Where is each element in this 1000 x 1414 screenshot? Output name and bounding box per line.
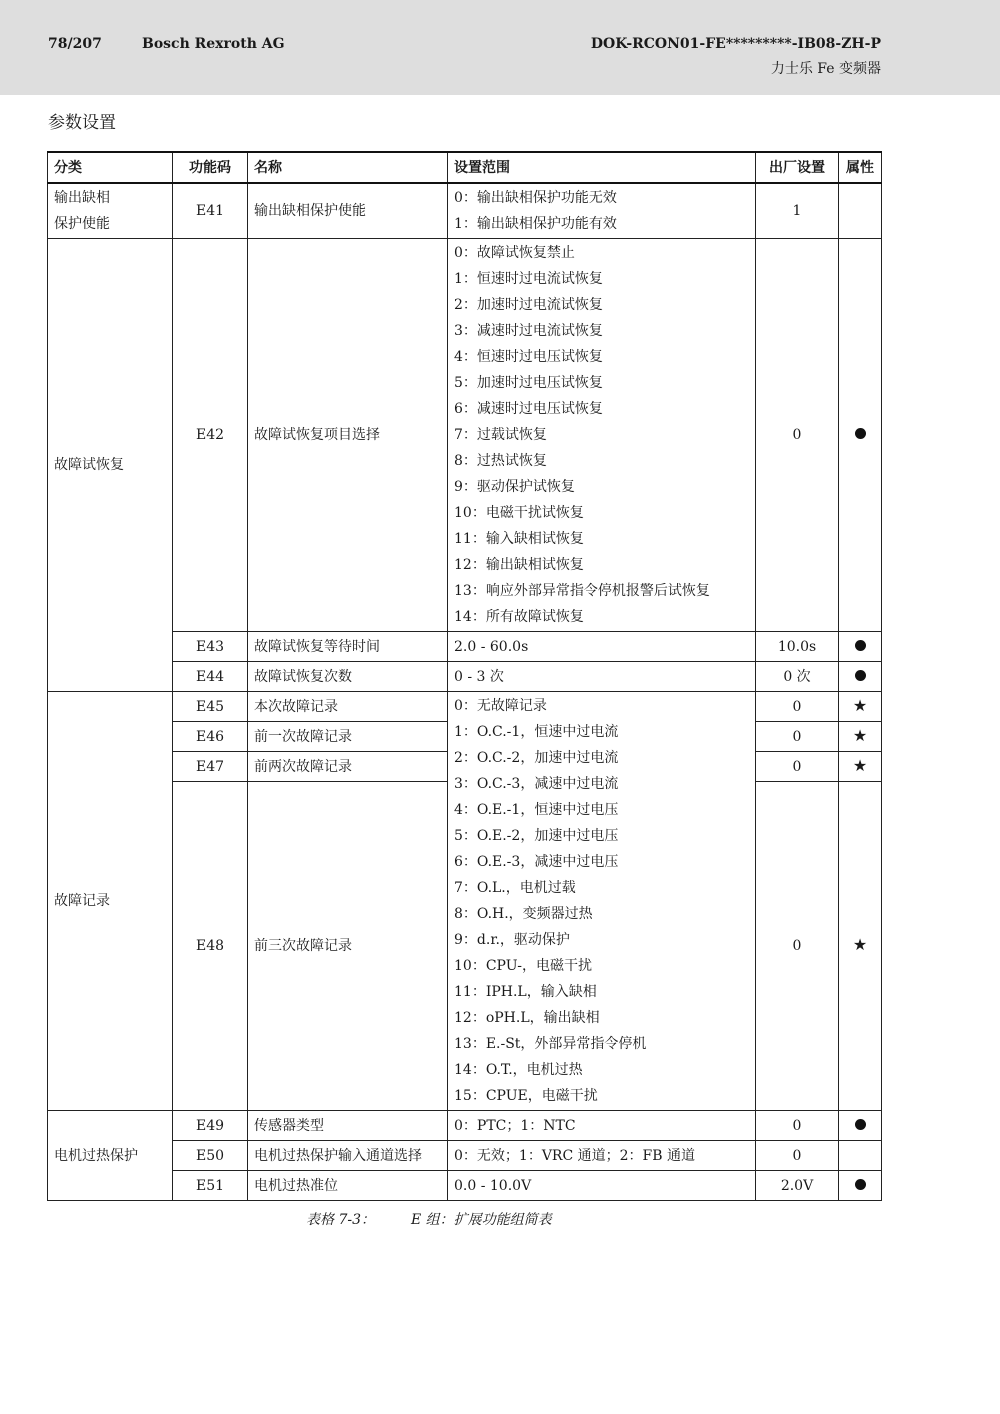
fault-code-option: 15：CPUE，电磁干扰 (454, 1088, 598, 1104)
name-cell: 前一次故障记录 (248, 722, 448, 752)
range-cell (448, 183, 756, 239)
code-cell: E44 (173, 662, 248, 692)
range-option: 3：减速时过电流试恢复 (454, 323, 603, 339)
range-cell: 0.0 - 10.0V (448, 1171, 756, 1201)
dot-icon (855, 1179, 866, 1190)
table-header-row (48, 152, 882, 183)
category-line: 输出缺相 (54, 190, 110, 206)
code-cell: E41 (173, 183, 248, 239)
code-cell: E47 (173, 752, 248, 782)
table-caption (306, 1209, 552, 1229)
star-icon: ★ (852, 695, 868, 715)
name-cell: 故障试恢复等待时间 (248, 632, 448, 662)
attribute-cell (839, 692, 882, 722)
default-cell: 0 (756, 782, 839, 1111)
dot-icon (855, 670, 866, 681)
range-cell: 0：无效；1：VRC 通道；2：FB 通道 (448, 1141, 756, 1171)
category-cell: 电机过热保护 (48, 1111, 173, 1201)
range-option: 7：过载试恢复 (454, 427, 547, 443)
range-cell: 2.0 - 60.0s (448, 632, 756, 662)
name-cell: 前三次故障记录 (248, 782, 448, 1111)
fault-code-option: 10：CPU-，电磁干扰 (454, 958, 592, 974)
name-cell: 故障试恢复项目选择 (248, 239, 448, 632)
range-cell: 0 - 3 次 (448, 662, 756, 692)
dot-icon (855, 428, 866, 439)
section-title: 参数设置 (48, 113, 116, 133)
range-cell (448, 239, 756, 632)
product-name: 力士乐 Fe 变频器 (770, 61, 881, 77)
code-cell: E43 (173, 632, 248, 662)
range-cell: 0：PTC；1：NTC (448, 1111, 756, 1141)
fault-code-option: 8：O.H.，变频器过热 (454, 906, 593, 922)
fault-code-option: 7：O.L.，电机过载 (454, 880, 576, 896)
category-cell (48, 183, 173, 239)
range-option: 2：加速时过电流试恢复 (454, 297, 603, 313)
page-header (0, 0, 1000, 95)
attribute-cell (839, 632, 882, 662)
code-cell: E42 (173, 239, 248, 632)
table-row (48, 632, 882, 662)
code-cell: E49 (173, 1111, 248, 1141)
range-option: 1：恒速时过电流试恢复 (454, 271, 603, 287)
range-option: 10：电磁干扰试恢复 (454, 505, 584, 521)
col-header-attribute: 属性 (839, 152, 882, 183)
default-cell: 0 (756, 722, 839, 752)
range-option: 5：加速时过电压试恢复 (454, 375, 603, 391)
name-cell: 电机过热保护输入通道选择 (248, 1141, 448, 1171)
name-cell: 故障试恢复次数 (248, 662, 448, 692)
dot-icon (855, 640, 866, 651)
attribute-cell (839, 662, 882, 692)
range-option: 4：恒速时过电压试恢复 (454, 349, 603, 365)
range-option: 0：故障试恢复禁止 (454, 245, 575, 261)
company-name: Bosch Rexroth AG (142, 36, 285, 52)
attribute-cell (839, 1141, 882, 1171)
fault-code-option: 6：O.E.-3，减速中过电压 (454, 854, 619, 870)
fault-code-list (448, 692, 756, 1111)
range-option: 9：驱动保护试恢复 (454, 479, 575, 495)
fault-code-option: 11：IPH.L，输入缺相 (454, 984, 597, 1000)
fault-code-option: 12：oPH.L，输出缺相 (454, 1010, 600, 1026)
star-icon: ★ (852, 935, 868, 954)
code-cell: E50 (173, 1141, 248, 1171)
default-cell: 0 (756, 239, 839, 632)
fault-code-option: 3：O.C.-3，减速中过电流 (454, 776, 619, 792)
attribute-cell (839, 1111, 882, 1141)
range-option: 1：输出缺相保护功能有效 (454, 216, 617, 232)
table-row (48, 183, 882, 239)
caption-label: 表格 7-3： (306, 1212, 375, 1228)
col-header-name: 名称 (248, 152, 448, 183)
col-header-range: 设置范围 (448, 152, 756, 183)
name-cell: 本次故障记录 (248, 692, 448, 722)
parameter-table (47, 151, 882, 1201)
table-row (48, 239, 882, 632)
range-option: 13：响应外部异常指令停机报警后试恢复 (454, 583, 710, 599)
code-cell: E45 (173, 692, 248, 722)
name-cell: 输出缺相保护使能 (248, 183, 448, 239)
col-header-code: 功能码 (173, 152, 248, 183)
code-cell: E46 (173, 722, 248, 752)
page-number: 78/207 (48, 36, 102, 52)
default-cell: 0 (756, 752, 839, 782)
fault-code-option: 2：O.C.-2，加速中过电流 (454, 750, 619, 766)
name-cell: 前两次故障记录 (248, 752, 448, 782)
default-cell: 10.0s (756, 632, 839, 662)
range-option: 11：输入缺相试恢复 (454, 531, 584, 547)
attribute-cell (839, 183, 882, 239)
attribute-cell (839, 722, 882, 752)
table-row (48, 662, 882, 692)
fault-code-option: 13：E.-St，外部异常指令停机 (454, 1036, 647, 1052)
range-option: 0：输出缺相保护功能无效 (454, 190, 617, 206)
default-cell: 0 (756, 1111, 839, 1141)
star-icon: ★ (852, 725, 868, 745)
attribute-cell (839, 239, 882, 632)
range-option: 14：所有故障试恢复 (454, 609, 584, 625)
col-header-default: 出厂设置 (756, 152, 839, 183)
fault-code-option: 9：d.r.，驱动保护 (454, 932, 570, 948)
category-cell: 故障试恢复 (48, 239, 173, 692)
range-option: 12：输出缺相试恢复 (454, 557, 584, 573)
star-icon: ★ (852, 755, 868, 775)
document-id: DOK-RCON01-FE*********-IB08-ZH-P (590, 36, 881, 52)
name-cell: 传感器类型 (248, 1111, 448, 1141)
table-row (48, 1111, 882, 1141)
attribute-cell (839, 1171, 882, 1201)
table-row (48, 1141, 882, 1171)
attribute-cell (839, 782, 882, 1111)
fault-code-option: 4：O.E.-1，恒速中过电压 (454, 802, 619, 818)
code-cell: E48 (173, 782, 248, 1111)
fault-code-option: 0：无故障记录 (454, 698, 547, 714)
default-cell: 2.0V (756, 1171, 839, 1201)
fault-code-option: 5：O.E.-2，加速中过电压 (454, 828, 619, 844)
attribute-cell (839, 752, 882, 782)
table-row (48, 692, 882, 722)
table-row (48, 1171, 882, 1201)
code-cell: E51 (173, 1171, 248, 1201)
fault-code-option: 1：O.C.-1，恒速中过电流 (454, 724, 619, 740)
range-option: 8：过热试恢复 (454, 453, 547, 469)
col-header-category: 分类 (48, 152, 173, 183)
default-cell: 0 (756, 692, 839, 722)
dot-icon (855, 1119, 866, 1130)
caption-text: E 组：扩展功能组简表 (411, 1212, 552, 1228)
default-cell: 1 (756, 183, 839, 239)
name-cell: 电机过热准位 (248, 1171, 448, 1201)
fault-code-option: 14：O.T.，电机过热 (454, 1062, 583, 1078)
category-cell: 故障记录 (48, 692, 173, 1111)
default-cell: 0 (756, 1141, 839, 1171)
range-option: 6：减速时过电压试恢复 (454, 401, 603, 417)
default-cell: 0 次 (756, 662, 839, 692)
category-line: 保护使能 (54, 216, 110, 232)
